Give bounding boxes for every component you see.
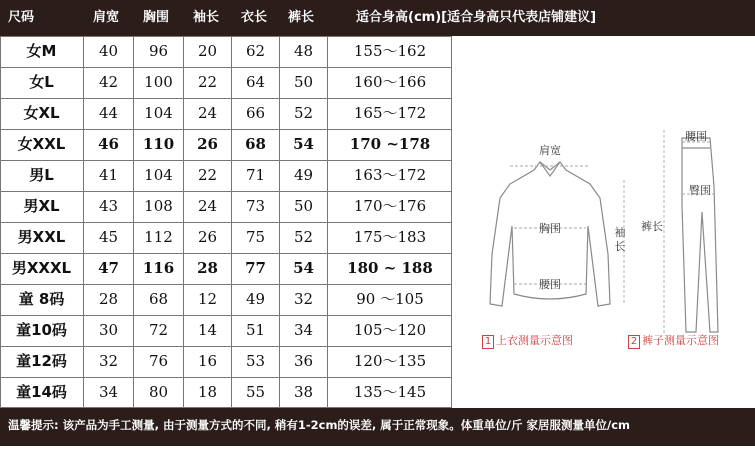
cell-pants: 52 <box>279 222 327 253</box>
cell-sleeve: 12 <box>183 284 231 315</box>
table-row <box>0 36 452 68</box>
cell-length: 55 <box>231 377 279 408</box>
cell-size: 童 8码 <box>18 290 65 308</box>
cell-height: 90 ～105 <box>327 284 452 315</box>
cell-sleeve: 26 <box>183 129 231 160</box>
header-height: 适合身高(cm)[适合身高只代表店铺建议] <box>356 10 597 25</box>
header-size: 尺码 <box>8 10 35 25</box>
cell-height: 165～172 <box>327 98 452 129</box>
footer-strip <box>0 446 755 452</box>
table-row <box>0 160 452 192</box>
cell-shoulder: 46 <box>83 129 133 160</box>
header-chest: 胸围 <box>143 10 170 25</box>
table-row <box>0 67 452 99</box>
header-length: 衣长 <box>241 10 268 25</box>
cell-length: 66 <box>231 98 279 129</box>
cell-shoulder: 45 <box>83 222 133 253</box>
cell-size: 女M <box>26 42 57 60</box>
table-row <box>0 98 452 130</box>
cell-pants: 49 <box>279 160 327 191</box>
cell-shoulder: 28 <box>83 284 133 315</box>
table-row <box>0 284 452 316</box>
cell-length: 75 <box>231 222 279 253</box>
footer-bar <box>0 408 755 452</box>
cell-chest: 116 <box>133 253 183 284</box>
cell-chest: 76 <box>133 346 183 377</box>
cell-length: 49 <box>231 284 279 315</box>
shirt-waist-label: 腰围 <box>539 278 561 291</box>
shirt-caption <box>482 332 573 349</box>
cell-shoulder: 40 <box>83 36 133 67</box>
cell-chest: 104 <box>133 98 183 129</box>
cell-height: 175～183 <box>327 222 452 253</box>
cell-pants: 38 <box>279 377 327 408</box>
cell-height: 180 ~ 188 <box>327 253 452 284</box>
cell-length: 53 <box>231 346 279 377</box>
cell-pants: 50 <box>279 191 327 222</box>
cell-shoulder: 44 <box>83 98 133 129</box>
cell-sleeve: 22 <box>183 67 231 98</box>
cell-length: 64 <box>231 67 279 98</box>
cell-chest: 80 <box>133 377 183 408</box>
pants-caption <box>628 332 719 349</box>
cell-height: 135～145 <box>327 377 452 408</box>
cell-length: 73 <box>231 191 279 222</box>
cell-shoulder: 34 <box>83 377 133 408</box>
cell-pants: 54 <box>279 129 327 160</box>
table-row <box>0 377 452 409</box>
cell-height: 155～162 <box>327 36 452 67</box>
cell-length: 68 <box>231 129 279 160</box>
cell-shoulder: 41 <box>83 160 133 191</box>
cell-shoulder: 32 <box>83 346 133 377</box>
pants-caption-number: 2 <box>628 335 640 349</box>
pants-outline <box>682 138 718 332</box>
cell-size: 男XL <box>23 197 60 215</box>
cell-height: 160～166 <box>327 67 452 98</box>
shirt-sleeve-label-1: 袖 <box>614 226 626 239</box>
cell-sleeve: 20 <box>183 36 231 67</box>
cell-pants: 32 <box>279 284 327 315</box>
cell-shoulder: 30 <box>83 315 133 346</box>
size-table <box>0 36 452 408</box>
table-row <box>0 222 452 254</box>
cell-sleeve: 28 <box>183 253 231 284</box>
cell-shoulder: 43 <box>83 191 133 222</box>
shirt-caption-number: 1 <box>482 335 494 349</box>
table-row <box>0 346 452 378</box>
footer-note: 温馨提示: 该产品为手工测量, 由于测量方式的不同, 稍有1-2cm的误差, 属于正常现象。体重单位/斤 家居服测量单位/cm <box>8 418 630 432</box>
cell-sleeve: 24 <box>183 98 231 129</box>
cell-height: 120～135 <box>327 346 452 377</box>
cell-shoulder: 47 <box>83 253 133 284</box>
cell-sleeve: 22 <box>183 160 231 191</box>
cell-height: 170 ~178 <box>327 129 452 160</box>
cell-size: 童12码 <box>16 352 67 370</box>
cell-pants: 48 <box>279 36 327 67</box>
header-shoulder: 肩宽 <box>93 10 120 25</box>
measurement-illustration <box>452 36 755 408</box>
shirt-caption-text: 上衣测量示意图 <box>496 334 573 347</box>
cell-sleeve: 24 <box>183 191 231 222</box>
cell-chest: 108 <box>133 191 183 222</box>
cell-chest: 112 <box>133 222 183 253</box>
cell-length: 51 <box>231 315 279 346</box>
cell-sleeve: 26 <box>183 222 231 253</box>
cell-size: 男XXXL <box>11 259 72 277</box>
table-row <box>0 129 452 161</box>
header-bar <box>0 0 755 36</box>
header-sleeve: 袖长 <box>193 10 220 25</box>
cell-height: 105～120 <box>327 315 452 346</box>
cell-length: 62 <box>231 36 279 67</box>
cell-chest: 110 <box>133 129 183 160</box>
pants-caption-text: 裤子测量示意图 <box>642 334 719 347</box>
cell-chest: 100 <box>133 67 183 98</box>
cell-pants: 36 <box>279 346 327 377</box>
cell-chest: 104 <box>133 160 183 191</box>
cell-sleeve: 16 <box>183 346 231 377</box>
cell-size: 男XXL <box>17 228 66 246</box>
cell-size: 男L <box>29 166 54 184</box>
cell-pants: 50 <box>279 67 327 98</box>
cell-size: 女XXL <box>17 135 66 153</box>
pants-hip-label: 臀围 <box>689 184 711 197</box>
cell-pants: 54 <box>279 253 327 284</box>
cell-pants: 34 <box>279 315 327 346</box>
pants-waist-label: 腰围 <box>685 130 707 143</box>
cell-size: 女XL <box>23 104 60 122</box>
cell-size: 童10码 <box>16 321 67 339</box>
cell-chest: 96 <box>133 36 183 67</box>
measurement-diagrams <box>452 36 755 408</box>
header-pants: 裤长 <box>288 10 315 25</box>
cell-pants: 52 <box>279 98 327 129</box>
table-row <box>0 253 452 285</box>
cell-length: 71 <box>231 160 279 191</box>
cell-sleeve: 14 <box>183 315 231 346</box>
cell-sleeve: 18 <box>183 377 231 408</box>
shirt-chest-label: 胸围 <box>539 222 561 235</box>
pants-length-label: 裤长 <box>641 220 663 233</box>
table-row <box>0 191 452 223</box>
cell-height: 170～176 <box>327 191 452 222</box>
cell-size: 童14码 <box>16 383 67 401</box>
shirt-sleeve-label-2: 长 <box>614 240 626 253</box>
cell-chest: 72 <box>133 315 183 346</box>
cell-size: 女L <box>29 73 54 91</box>
cell-shoulder: 42 <box>83 67 133 98</box>
cell-chest: 68 <box>133 284 183 315</box>
cell-length: 77 <box>231 253 279 284</box>
shirt-shoulder-label: 肩宽 <box>539 144 561 157</box>
cell-height: 163～172 <box>327 160 452 191</box>
table-row <box>0 315 452 347</box>
